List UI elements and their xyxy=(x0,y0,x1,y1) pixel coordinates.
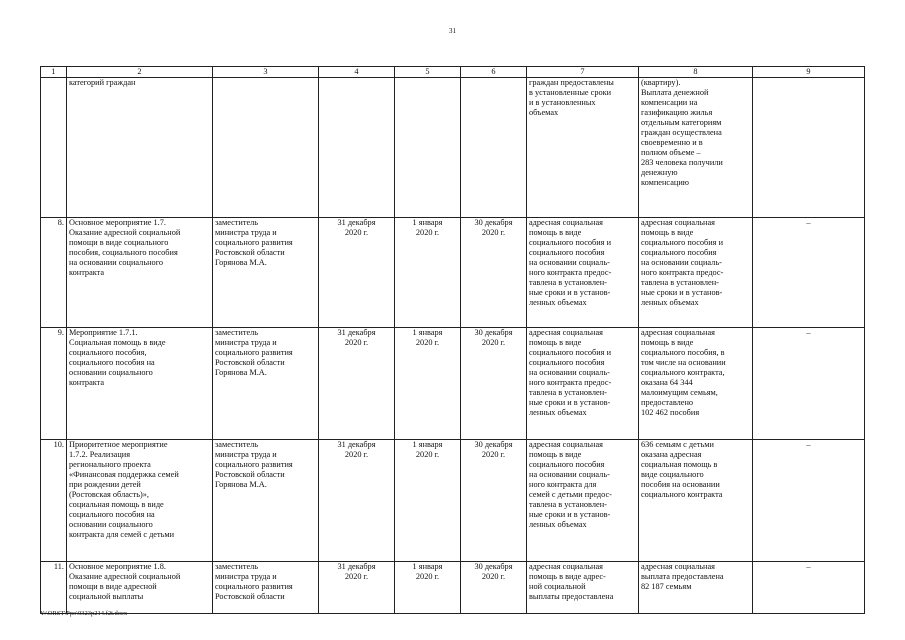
header-cell-5: 5 xyxy=(395,67,461,78)
row-number: 9. xyxy=(41,328,67,440)
actual-end-date: 30 декабря 2020 г. xyxy=(461,218,527,328)
planned-end-date: 31 декабря 2020 г. xyxy=(319,218,395,328)
header-cell-9: 9 xyxy=(753,67,865,78)
non-fulfillment-reason: – xyxy=(753,440,865,562)
actual-start-date: 1 января 2020 г. xyxy=(395,562,461,614)
actual-result: адресная социальная выплата предоставлена 82 187 семьям xyxy=(639,562,753,614)
event-name: категорий граждан xyxy=(67,78,213,218)
footer-file-path: Y:\ORST\Ppo\0323p214.f2t.docx xyxy=(40,610,128,617)
header-cell-7: 7 xyxy=(527,67,639,78)
row-number: 11. xyxy=(41,562,67,614)
actual-start-date: 1 января 2020 г. xyxy=(395,440,461,562)
executor: заместитель министра труда и социального развития Ростовской области Горянова М.А. xyxy=(213,218,319,328)
planned-result: адресная социальная помощь в виде социального пособия на основании социаль- ного контракта для семей с детьми предос- тавлена в установлен- ные сроки и в установ- ленных объемах xyxy=(527,440,639,562)
actual-end-date: 30 декабря 2020 г. xyxy=(461,328,527,440)
actual-end-date xyxy=(461,78,527,218)
executor: заместитель министра труда и социального развития Ростовской области xyxy=(213,562,319,614)
actual-end-date: 30 декабря 2020 г. xyxy=(461,440,527,562)
planned-result: адресная социальная помощь в виде социального пособия и социального пособия на основании социаль- ного контракта предос- тавлена в установлен- ные сроки и в установ- ленных объемах xyxy=(527,218,639,328)
planned-result: адресная социальная помощь в виде социального пособия и социального пособия на основании социаль- ного контракта предос- тавлена в установлен- ные сроки и в установ- ленных объемах xyxy=(527,328,639,440)
header-cell-2: 2 xyxy=(67,67,213,78)
header-row xyxy=(41,67,865,78)
planned-result: адресная социальная помощь в виде адрес- ной социальной выплаты предоставлена xyxy=(527,562,639,614)
table-row xyxy=(41,328,865,440)
header-cell-8: 8 xyxy=(639,67,753,78)
planned-end-date: 31 декабря 2020 г. xyxy=(319,562,395,614)
non-fulfillment-reason xyxy=(753,78,865,218)
header-cell-6: 6 xyxy=(461,67,527,78)
planned-result: граждан предоставлены в установленные сроки и в установленных объемах xyxy=(527,78,639,218)
table-row xyxy=(41,78,865,218)
planned-end-date: 31 декабря 2020 г. xyxy=(319,328,395,440)
planned-end-date xyxy=(319,78,395,218)
header-cell-1: 1 xyxy=(41,67,67,78)
actual-start-date: 1 января 2020 г. xyxy=(395,328,461,440)
event-name: Приоритетное мероприятие 1.7.2. Реализация регионального проекта «Финансовая поддержка семей при рождении детей (Ростовская область)», социальная помощь в виде социального пособия на основании социального контракта для семей с детьми xyxy=(67,440,213,562)
header-cell-3: 3 xyxy=(213,67,319,78)
header-cell-4: 4 xyxy=(319,67,395,78)
executor: заместитель министра труда и социального развития Ростовской области Горянова М.А. xyxy=(213,440,319,562)
actual-start-date: 1 января 2020 г. xyxy=(395,218,461,328)
event-name: Основное мероприятие 1.8. Оказание адресной социальной помощи в виде адресной социальной выплаты xyxy=(67,562,213,614)
row-number: 10. xyxy=(41,440,67,562)
actual-result: адресная социальная помощь в виде социального пособия, в том числе на основании социального контракта, оказана 64 344 малоимущим семьям, предоставлено 102 462 пособия xyxy=(639,328,753,440)
actual-result: адресная социальная помощь в виде социального пособия и социального пособия на основании социаль- ного контракта предос- тавлена в установлен- ные сроки и в установ- ленных объемах xyxy=(639,218,753,328)
row-number xyxy=(41,78,67,218)
non-fulfillment-reason: – xyxy=(753,562,865,614)
actual-result: (квартиру). Выплата денежной компенсации на газификацию жилья отдельным категориям граждан осуществлена своевременно и в полном объеме – 283 человека получили денежную компенсацию xyxy=(639,78,753,218)
actual-end-date: 30 декабря 2020 г. xyxy=(461,562,527,614)
table-row xyxy=(41,440,865,562)
row-number: 8. xyxy=(41,218,67,328)
executor: заместитель министра труда и социального развития Ростовской области Горянова М.А. xyxy=(213,328,319,440)
planned-end-date: 31 декабря 2020 г. xyxy=(319,440,395,562)
non-fulfillment-reason: – xyxy=(753,328,865,440)
event-name: Мероприятие 1.7.1. Социальная помощь в виде социального пособия, социального пособия на основании социального контракта xyxy=(67,328,213,440)
page-number: 31 xyxy=(449,27,456,35)
report-table xyxy=(40,66,865,614)
actual-result: 636 семьям с детьми оказана адресная социальная помощь в виде социального пособия на основании социального контракта xyxy=(639,440,753,562)
executor xyxy=(213,78,319,218)
table-row xyxy=(41,218,865,328)
non-fulfillment-reason: – xyxy=(753,218,865,328)
actual-start-date xyxy=(395,78,461,218)
table-row xyxy=(41,562,865,614)
event-name: Основное мероприятие 1.7. Оказание адресной социальной помощи в виде социального пособия, социального пособия на основании социального контракта xyxy=(67,218,213,328)
